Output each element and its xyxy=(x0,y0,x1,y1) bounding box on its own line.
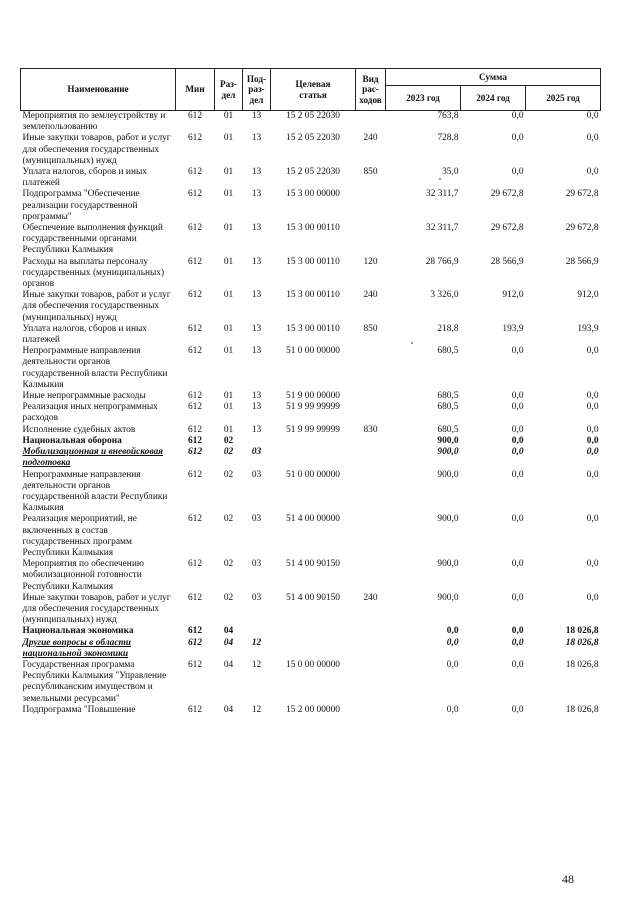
row-2024: 0,0 xyxy=(511,391,524,402)
row-2025: 0,0 xyxy=(586,559,599,570)
table-row xyxy=(21,425,601,436)
table-row xyxy=(21,111,601,134)
row-podrazdel: 13 xyxy=(251,133,262,144)
row-min: 612 xyxy=(187,323,203,334)
row-podrazdel: 03 xyxy=(251,469,262,480)
row-name: Национальная оборона xyxy=(22,435,122,446)
row-podrazdel xyxy=(243,436,271,447)
row-razdel: 02 xyxy=(223,469,234,480)
table-row xyxy=(21,167,601,189)
row-podrazdel: 13 xyxy=(251,391,262,402)
row-2025: 0,0 xyxy=(586,514,599,525)
row-vid xyxy=(356,626,386,637)
row-podrazdel: 12 xyxy=(251,704,262,715)
row-2024: 912,0 xyxy=(502,290,524,301)
row-2023: 763,8 xyxy=(437,111,459,121)
row-target: 15 3 00 00110 xyxy=(286,323,340,334)
row-2025: 0,0 xyxy=(586,424,599,435)
row-razdel: 04 xyxy=(223,626,234,637)
scan-speck xyxy=(439,178,441,180)
header-target: Целевая статья xyxy=(271,69,356,111)
row-target: 15 3 00 00110 xyxy=(286,290,340,301)
row-2025: 29 672,8 xyxy=(565,189,599,200)
row-2025: 18 026,8 xyxy=(565,704,599,715)
row-2023: 0,0 xyxy=(446,626,459,637)
row-2024: 0,0 xyxy=(511,346,524,357)
row-2025: 18 026,8 xyxy=(565,659,599,670)
row-min: 612 xyxy=(187,167,203,178)
row-2025: 0,0 xyxy=(586,167,599,178)
row-2024: 0,0 xyxy=(511,402,524,413)
row-name: Обеспечение выполнения функций государственными органами Республики Калмыкия xyxy=(22,223,163,256)
row-2023: 32 311,7 xyxy=(426,189,459,200)
row-2023: 900,0 xyxy=(437,435,459,446)
table-row xyxy=(21,447,601,469)
row-vid xyxy=(356,111,386,134)
row-vid xyxy=(356,638,386,660)
row-razdel: 01 xyxy=(223,223,234,234)
header-sum: Сумма xyxy=(386,69,601,86)
row-2023: 0,0 xyxy=(446,637,459,648)
row-target xyxy=(271,447,356,469)
row-2024: 0,0 xyxy=(511,167,524,178)
row-name: Расходы на выплаты персоналу государственных (муниципальных) органов xyxy=(22,256,165,290)
table-row xyxy=(21,436,601,447)
row-min: 612 xyxy=(187,659,203,670)
row-2023: 680,5 xyxy=(437,424,459,435)
row-podrazdel: 12 xyxy=(251,659,262,670)
table-row xyxy=(21,705,601,716)
row-razdel: 01 xyxy=(223,402,234,413)
row-target: 51 4 00 90150 xyxy=(286,559,340,570)
row-2025: 0,0 xyxy=(586,391,599,402)
row-razdel: 02 xyxy=(223,514,234,525)
row-min: 612 xyxy=(187,111,203,121)
row-min: 612 xyxy=(187,391,203,402)
table-row xyxy=(21,660,601,705)
row-2023: 900,0 xyxy=(437,592,459,603)
row-2025: 0,0 xyxy=(586,346,599,357)
table-row xyxy=(21,626,601,637)
row-razdel: 01 xyxy=(223,391,234,402)
row-razdel: 04 xyxy=(223,704,234,715)
table-row xyxy=(21,223,601,257)
row-min: 612 xyxy=(187,290,203,301)
budget-table xyxy=(20,68,601,716)
table-row xyxy=(21,189,601,223)
row-razdel: 02 xyxy=(223,447,234,458)
row-vid xyxy=(356,559,386,593)
header-podrazdel: Под- раз- дел xyxy=(243,69,271,111)
row-vid xyxy=(356,514,386,559)
row-2024: 0,0 xyxy=(511,424,524,435)
row-vid xyxy=(356,189,386,223)
row-target: 15 2 05 22030 xyxy=(286,133,340,144)
row-name: Иные непрограммные расходы xyxy=(22,391,146,402)
table-row xyxy=(21,514,601,559)
row-target xyxy=(271,638,356,660)
header-2024: 2024 год xyxy=(461,86,526,111)
row-2025: 0,0 xyxy=(586,402,599,413)
row-name: Иные закупки товаров, работ и услуг для обеспечения государственных (муниципальных) нужд xyxy=(22,592,171,626)
row-razdel: 01 xyxy=(223,346,234,357)
row-name: Мероприятия по землеустройству и землепользованию xyxy=(22,111,166,133)
row-vid: 120 xyxy=(363,256,378,267)
row-name: Подпрограмма "Повышение xyxy=(22,704,136,715)
row-vid: 850 xyxy=(363,167,378,178)
row-razdel: 01 xyxy=(223,256,234,267)
row-min: 612 xyxy=(187,514,203,525)
table-row xyxy=(21,402,601,424)
row-2023: 32 311,7 xyxy=(426,223,459,234)
row-target xyxy=(271,436,356,447)
table-row xyxy=(21,593,601,627)
row-2025: 28 566,9 xyxy=(565,256,599,267)
row-min: 612 xyxy=(187,559,203,570)
row-razdel: 01 xyxy=(223,189,234,200)
row-2023: 35,0 xyxy=(442,167,459,178)
row-2024: 0,0 xyxy=(511,447,524,458)
row-razdel: 02 xyxy=(223,592,234,603)
row-2025: 29 672,8 xyxy=(565,223,599,234)
row-2023: 900,0 xyxy=(437,447,459,458)
table-row xyxy=(21,638,601,660)
row-2025: 18 026,8 xyxy=(565,637,599,648)
row-2024: 0,0 xyxy=(511,133,524,144)
row-2024: 0,0 xyxy=(511,626,524,637)
row-razdel: 02 xyxy=(223,559,234,570)
row-target: 51 4 00 00000 xyxy=(286,514,340,525)
row-2023: 900,0 xyxy=(437,469,459,480)
header-min: Мин xyxy=(176,69,215,111)
row-vid xyxy=(356,223,386,257)
row-vid: 240 xyxy=(363,592,378,603)
row-target: 15 2 05 22030 xyxy=(286,111,340,121)
row-name: Реализация иных непрограммных расходов xyxy=(22,402,158,424)
row-vid xyxy=(356,470,386,515)
row-vid xyxy=(356,436,386,447)
row-razdel: 01 xyxy=(223,111,234,121)
row-target: 51 9 99 99999 xyxy=(286,402,340,413)
row-target: 51 0 00 00000 xyxy=(286,469,340,480)
row-podrazdel: 03 xyxy=(251,447,262,458)
row-name: Государственная программа Республики Калмыкия "Управление республиканским имуществом и земельными ресурсами" xyxy=(22,659,167,704)
row-2023: 728,8 xyxy=(437,133,459,144)
row-razdel: 01 xyxy=(223,323,234,334)
row-target: 15 3 00 00110 xyxy=(286,223,340,234)
row-name: Реализация мероприятий, не включенных в состав государственных программ Республики Калмыкия xyxy=(22,514,137,558)
table-row xyxy=(21,324,601,346)
row-target: 15 2 05 22030 xyxy=(286,167,340,178)
row-2023: 900,0 xyxy=(437,514,459,525)
row-2024: 0,0 xyxy=(511,704,524,715)
row-2024: 0,0 xyxy=(511,514,524,525)
row-2023: 0,0 xyxy=(446,704,459,715)
row-min: 612 xyxy=(187,637,203,648)
row-2024: 0,0 xyxy=(511,435,524,446)
row-2023: 28 766,9 xyxy=(425,256,459,267)
row-podrazdel: 13 xyxy=(251,290,262,301)
row-2023: 680,5 xyxy=(437,402,459,413)
row-min: 612 xyxy=(187,435,203,446)
row-razdel: 04 xyxy=(223,637,234,648)
header-razdel: Раз- дел xyxy=(215,69,243,111)
row-2025: 193,9 xyxy=(577,323,599,334)
row-2024: 0,0 xyxy=(511,637,524,648)
row-podrazdel: 13 xyxy=(251,223,262,234)
row-razdel: 01 xyxy=(223,133,234,144)
row-2025: 912,0 xyxy=(577,290,599,301)
header-vid: Вид рас- ходов xyxy=(356,69,386,111)
header-2023: 2023 год xyxy=(386,86,461,111)
row-2023: 0,0 xyxy=(446,659,459,670)
row-name: Мобилизационная и вневойсковая подготовка xyxy=(22,447,164,469)
row-min: 612 xyxy=(187,223,203,234)
row-name: Иные закупки товаров, работ и услуг для обеспечения государственных (муниципальных) нужд xyxy=(22,133,171,166)
row-razdel: 01 xyxy=(223,424,234,435)
row-min: 612 xyxy=(187,447,203,458)
row-target: 15 0 00 00000 xyxy=(286,659,340,670)
row-podrazdel xyxy=(243,626,271,637)
row-2025: 18 026,8 xyxy=(565,626,599,637)
table-row xyxy=(21,470,601,515)
table-header xyxy=(21,69,601,111)
row-2025: 0,0 xyxy=(586,447,599,458)
table-row xyxy=(21,290,601,324)
row-podrazdel: 13 xyxy=(251,111,262,121)
row-2025: 0,0 xyxy=(586,435,599,446)
row-2024: 0,0 xyxy=(511,111,524,121)
row-target: 51 0 00 00000 xyxy=(286,346,340,357)
row-2025: 0,0 xyxy=(586,592,599,603)
row-vid xyxy=(356,402,386,424)
row-name: Мероприятия по обеспечению мобилизационной готовности Республики Калмыкия xyxy=(22,559,144,592)
row-min: 612 xyxy=(187,133,203,144)
row-2025: 0,0 xyxy=(586,111,599,121)
row-min: 612 xyxy=(187,626,203,637)
row-target xyxy=(271,626,356,637)
row-2023: 900,0 xyxy=(437,559,459,570)
row-podrazdel: 13 xyxy=(251,346,262,357)
row-name: Непрограммные направления деятельности органов государственной власти Республики Калмыкия xyxy=(22,469,168,514)
row-name: Другие вопросы в области национальной экономики xyxy=(22,637,131,659)
row-vid: 240 xyxy=(363,290,378,301)
table-body xyxy=(21,111,601,716)
row-name: Иные закупки товаров, работ и услуг для обеспечения государственных (муниципальных) нужд xyxy=(22,290,171,323)
row-vid xyxy=(356,346,386,391)
row-min: 612 xyxy=(187,346,203,357)
row-2025: 0,0 xyxy=(586,469,599,480)
row-vid: 830 xyxy=(363,424,378,435)
table-row xyxy=(21,559,601,593)
row-podrazdel: 13 xyxy=(251,424,262,435)
header-name: Наименование xyxy=(21,69,176,111)
row-target: 15 3 00 00110 xyxy=(286,256,340,267)
row-podrazdel: 13 xyxy=(251,189,262,200)
row-name: Подпрограмма "Обеспечение реализации государственной программы" xyxy=(22,189,140,222)
row-podrazdel: 03 xyxy=(251,559,262,570)
row-vid xyxy=(356,447,386,469)
row-vid xyxy=(356,705,386,716)
row-podrazdel: 12 xyxy=(251,637,262,648)
row-vid xyxy=(356,660,386,705)
row-vid: 850 xyxy=(363,323,378,334)
page-number: 48 xyxy=(562,872,574,886)
table-row xyxy=(21,391,601,402)
row-2024: 0,0 xyxy=(511,592,524,603)
row-min: 612 xyxy=(187,189,203,200)
row-min: 612 xyxy=(187,402,203,413)
row-razdel: 04 xyxy=(223,659,234,670)
row-2024: 193,9 xyxy=(502,323,524,334)
row-target: 15 3 00 00000 xyxy=(286,189,340,200)
header-2025: 2025 год xyxy=(526,86,601,111)
row-2023: 3 326,0 xyxy=(430,290,459,301)
row-2024: 0,0 xyxy=(511,659,524,670)
row-podrazdel: 03 xyxy=(251,592,262,603)
row-vid xyxy=(356,391,386,402)
row-2023: 680,5 xyxy=(437,346,459,357)
row-razdel: 01 xyxy=(223,167,234,178)
row-min: 612 xyxy=(187,592,203,603)
row-2025: 0,0 xyxy=(586,133,599,144)
row-min: 612 xyxy=(187,256,203,267)
row-min: 612 xyxy=(187,469,203,480)
row-razdel: 01 xyxy=(223,290,234,301)
row-podrazdel: 03 xyxy=(251,514,262,525)
row-2023: 218,8 xyxy=(437,323,459,334)
row-target: 51 9 99 99999 xyxy=(286,424,340,435)
row-2023: 680,5 xyxy=(437,391,459,402)
row-target: 51 9 00 00000 xyxy=(286,391,340,402)
row-min: 612 xyxy=(187,424,203,435)
row-target: 51 4 00 90150 xyxy=(286,592,340,603)
row-2024: 29 672,8 xyxy=(490,189,524,200)
row-2024: 0,0 xyxy=(511,559,524,570)
row-target: 15 2 00 00000 xyxy=(286,704,340,715)
row-2024: 0,0 xyxy=(511,469,524,480)
row-name: Уплата налогов, сборов и иных платежей xyxy=(22,323,147,346)
row-podrazdel: 13 xyxy=(251,402,262,413)
row-podrazdel: 13 xyxy=(251,256,262,267)
row-name: Уплата налогов, сборов и иных платежей xyxy=(22,167,147,189)
row-name: Исполнение судебных актов xyxy=(22,424,136,435)
row-razdel: 02 xyxy=(223,435,234,446)
table-row xyxy=(21,257,601,291)
row-2024: 29 672,8 xyxy=(490,223,524,234)
scan-speck xyxy=(411,342,413,344)
row-vid: 240 xyxy=(363,133,378,144)
table-row xyxy=(21,346,601,391)
row-2024: 28 566,9 xyxy=(490,256,524,267)
row-name: Непрограммные направления деятельности органов государственной власти Республики Калмыкия xyxy=(22,346,168,390)
table-row xyxy=(21,133,601,167)
row-min: 612 xyxy=(187,704,203,715)
row-name: Национальная экономика xyxy=(22,626,134,637)
row-podrazdel: 13 xyxy=(251,323,262,334)
row-podrazdel: 13 xyxy=(251,167,262,178)
